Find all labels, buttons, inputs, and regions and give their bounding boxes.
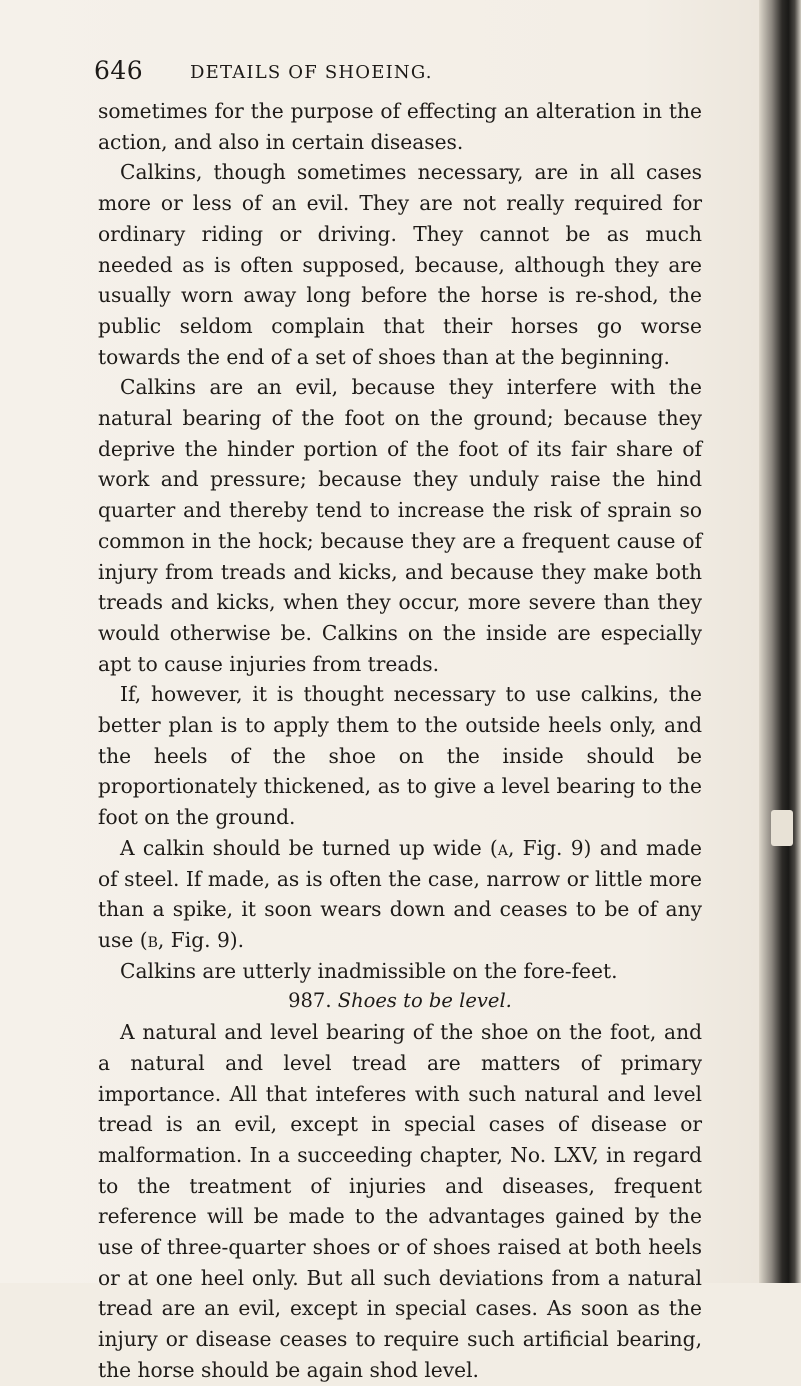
paragraph-calkin-steel (98, 833, 702, 956)
page-number: 646 (94, 56, 144, 85)
figure-ref-b: b (147, 927, 158, 952)
book-spine-edge (759, 0, 801, 1283)
spine-wear-mark (771, 810, 793, 846)
section-number: 987. (288, 989, 332, 1013)
section-heading (98, 986, 702, 1017)
running-head: DETAILS OF SHOEING. (190, 62, 433, 83)
paragraph-fore-feet: Calkins are utterly inadmissible on the fore-feet. (120, 958, 618, 983)
section-title: Shoes to be level. (337, 989, 512, 1013)
paragraph-calkins-reasons: Calkins are an evil, because they interfere with the natural bearing of the foot on the ground; because they deprive the hinder portion of the foot of its fair share of work and pressure; because they unduly raise the hind quarter and thereby tend to increase the risk of sprain so common in the hock; because they are a frequent cause of injury from treads and kicks, and because they make both treads and kicks, when they occur, more severe than they would otherwise be. Calkins on the inside are especially apt to cause injuries from treads. (98, 375, 702, 676)
page-header (94, 56, 698, 92)
p5-text-a: A calkin should be turned up wide ( (120, 835, 498, 860)
p5-text-c: , Fig. 9). (157, 927, 245, 952)
p5-text-b: , Fig. 9) and made of steel. If made, as is often the case, narrow or little more than a spike, it soon wears down and ceases to be of any use ( (98, 835, 702, 952)
body-text (98, 96, 702, 1386)
figure-ref-a: a (497, 835, 508, 860)
paragraph-outside-heels: If, however, it is thought necessary to use calkins, the better plan is to apply them to the outside heels only, and the heels of the shoe on the inside should be proportionately thickened, as to give a level bearing to the foot on the ground. (98, 682, 702, 830)
paragraph-natural-level: A natural and level bearing of the shoe on the foot, and a natural and level tread are matters of primary importance. All that inteferes with such natural and level tread is an evil, except in special cases of disease or malformation. In a succeeding chapter, No. LXV, in regard to the treatment of injuries and diseases, frequent reference will be made to the advantages gained by the use of three-quarter shoes or of shoes raised at both heels or at one heel only. But all such deviations from a natural tread are an evil, except in special cases. As soon as the injury or disease ceases to require such artificial bearing, the horse should be again shod level. (98, 1020, 702, 1382)
paragraph-continuation: sometimes for the purpose of effecting an alteration in the action, and also in certain diseases. (98, 99, 702, 154)
paragraph-calkins-evil: Calkins, though sometimes necessary, are in all cases more or less of an evil. They are not really required for ordinary riding or driving. They cannot be as much needed as is often supposed, because, although they are usually worn away long before the horse is re-shod, the public seldom complain that their horses go worse towards the end of a set of shoes than at the beginning. (98, 160, 702, 369)
